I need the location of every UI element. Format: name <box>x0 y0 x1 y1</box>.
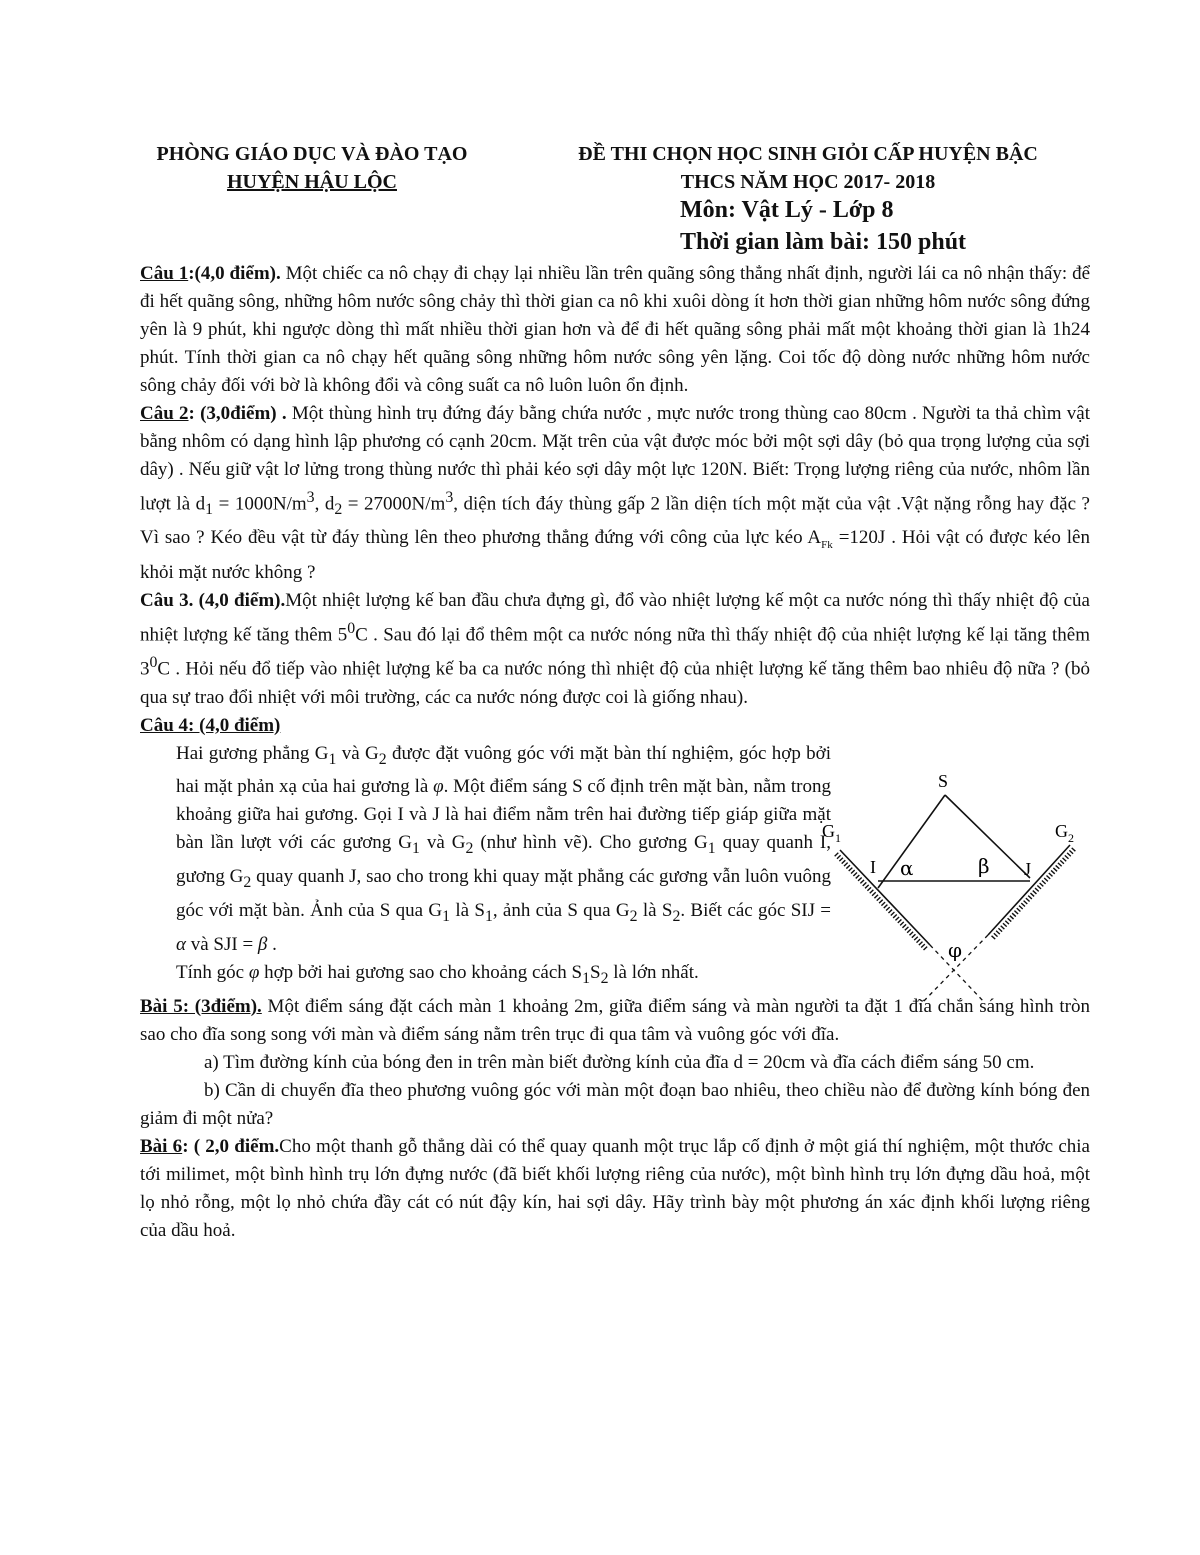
duration-line: Thời gian làm bài: 150 phút <box>680 229 967 255</box>
q1-label: Câu 1 <box>140 263 189 284</box>
label-i: I <box>870 857 876 877</box>
q1-text: Một chiếc ca nô chạy đi chạy lại nhiều lần trên quãng sông thẳng nhất định, người lái ca nô nhận thấy: để đi hết quãng sông, những hôm nước sông chảy thì thời gian ca nô khi xuôi dòng ít hơn thời gian những hôm nước sông đứng yên là 9 phút, khi ngược dòng thì mất nhiều thời gian hơn và để đi hết quãng sông phải mất một khoảng thời gian là 1h24 phút. Tính thời gian ca nô chạy hết quãng sông những hôm nước sông yên lặng. Coi tốc độ dòng nước những hôm nước sông chảy đối với bờ là không đổi và công suất ca nô luôn luôn ổn định. <box>140 263 1091 396</box>
b6-text: Cho một thanh gỗ thẳng dài có thể quay quanh một trục lắp cố định ở một giá thí nghiệm, một thước chia tới milimet, một bình hình trụ lớn đựng nước (đã biết khối lượng riêng của nước), một bình hình trụ lớn đựng dầu hoả, một lọ nhỏ rỗng, một lọ nhỏ chứa đầy cát có nút đậy kín, hai sợi dây. Hãy trình bày một phương án xác định khối lượng riêng của dầu hoả. <box>140 1135 1090 1241</box>
question-3 <box>140 587 1090 712</box>
q3-sup1: 0 <box>347 619 356 637</box>
question-2 <box>140 400 1090 587</box>
q2-text-b: = 1000N/m <box>213 493 307 515</box>
q2-points: : (3,0điểm) . <box>188 403 287 424</box>
q1-points: :(4,0 điểm). <box>188 263 281 284</box>
label-g2: $G_2$ <box>1055 821 1074 845</box>
department-header <box>112 140 512 196</box>
bai-6 <box>140 1133 1090 1245</box>
exam-title-header <box>528 140 1088 196</box>
exam-title-line1: ĐỀ THI CHỌN HỌC SINH GIỎI CẤP HUYỆN BẬC <box>578 143 1038 165</box>
q3-sup2: 0 <box>149 654 158 672</box>
label-s: S <box>938 771 949 791</box>
question-1 <box>140 260 1090 400</box>
label-j: J <box>1024 859 1032 879</box>
label-g1: $G_1$ <box>822 821 841 845</box>
district-name: HUYỆN HẬU LỘC <box>226 171 397 193</box>
b5-part-a: a) Tìm đường kính của bóng đen in trên màn biết đường kính của đĩa d = 20cm và đĩa cách điểm sáng 50 cm. <box>204 1051 1035 1073</box>
mirror-diagram <box>820 765 1090 1015</box>
q2-label: Câu 2 <box>140 403 189 424</box>
exam-title-line2: THCS NĂM HỌC 2017- 2018 <box>680 171 936 193</box>
mirror-g1 <box>840 850 930 945</box>
q2-text-c: , d <box>314 493 335 515</box>
q3-text-a: Một nhiệt lượng kế ban đầu chưa đựng gì, đổ vào nhiệt lượng kế một ca nước nóng thì thấy nhiệt độ của nhiệt lượng kế tăng thêm 5 <box>140 589 1090 646</box>
b5-part-b: b) Cần di chuyển đĩa theo phương vuông góc với màn một đoạn bao nhiêu, theo chiều nào để đường kính bóng đen giảm đi một nửa? <box>140 1079 1090 1129</box>
subject-line: Môn: Vật Lý - Lớp 8 <box>680 197 894 223</box>
q2-text-e: , diện tích đáy thùng gấp 2 lần diện tích một mặt của vật .Vật nặng rỗng hay đặc ? Vì sao ? Kéo đều vật từ đáy thùng lên theo phương thẳng đứng với công của lực kéo A <box>140 493 1090 549</box>
q3-label: Câu 3. (4,0 điểm). <box>140 589 286 611</box>
q2-sub3: Fk <box>821 538 833 551</box>
q2-text-a: Một thùng hình trụ đứng đáy bằng chứa nước , mực nước trong thùng cao 80cm . Người ta thả chìm vật bằng nhôm có dạng hình lập phương có cạnh 20cm. Mặt trên của vật được móc bởi một sợi dây (bỏ qua trọng lượng của sợi dây) . Nếu giữ vật lơ lửng trong thùng nước thì phải kéo sợi dây một lực 120N. Biết: Trọng lượng riêng của nước, nhôm lần lượt là d <box>140 403 1090 515</box>
label-alpha: α <box>900 856 914 880</box>
mirror-g2-hatch <box>992 849 1074 939</box>
q4-final-question: Tính góc φ hợp bởi hai gương sao cho khoảng cách $S_1S_2$ là lớn nhất. <box>176 961 699 987</box>
q4-label: Câu 4: (4,0 điểm) <box>140 714 281 736</box>
label-beta: β <box>978 854 990 878</box>
b6-label: Bài 6 <box>140 1135 183 1157</box>
exam-body <box>140 260 1090 1245</box>
q2-sup1: 3 <box>306 489 315 506</box>
q2-sub1: 1 <box>205 501 214 519</box>
label-phi: φ <box>948 938 963 962</box>
department-name: PHÒNG GIÁO DỤC VÀ ĐÀO TẠO <box>156 143 468 165</box>
q2-sup2: 3 <box>445 489 454 506</box>
q3-text-c: C . Hỏi nếu đổ tiếp vào nhiệt lượng kế ba ca nước nóng thì nhiệt độ của nhiệt lượng kế tăng thêm bao nhiêu độ nữa ? (bỏ qua sự trao đổi nhiệt với môi trường, các ca nước nóng được coi là giống nhau). <box>140 658 1090 708</box>
question-4-label-row <box>140 712 1090 740</box>
q2-text-f: =120J . Hỏi vật có được kéo lên khỏi mặt nước không ? <box>140 527 1090 583</box>
q4-text: Hai gương phẳng $G_1$ và $G_2$ được đặt vuông góc với mặt bàn thí nghiệm, góc hợp bởi hai mặt phản xạ của hai gương là φ. Một điểm sáng S cố định trên mặt bàn, nằm trong khoảng giữa hai gương. Gọi I và J là hai điểm nằm trên hai đường tiếp giáp giữa mặt bàn lần lượt với các gương $G_1$ và $G_2$ (như hình vẽ). Cho gương $G_1$ quay quanh I, gương $G_2$ quay quanh J, sao cho trong khi quay mặt phẳng các gương vẫn luôn vuông góc với mặt bàn. Ảnh của S qua $G_1$ là $S_1$, ảnh của S qua $G_2$ là $S_2$. Biết các góc SIJ = α và SJI = β . <box>176 742 832 955</box>
b6-points: : ( 2,0 điểm. <box>182 1135 280 1157</box>
b5-label: Bài 5: (3điểm). <box>140 995 262 1017</box>
b5-text: Một điểm sáng đặt cách màn 1 khoảng 2m, giữa điểm sáng và màn người ta đặt 1 đĩa chắn sáng hình tròn sao cho đĩa song song với màn và điểm sáng nằm trên trục đi qua tâm và vuông góc với đĩa. <box>140 995 1090 1045</box>
q2-sub2: 2 <box>334 501 343 519</box>
q3-text-b: C . Sau đó lại đổ thêm một ca nước nóng nữa thì thấy nhiệt độ của nhiệt lượng kế lại tăng thêm 3 <box>140 624 1090 680</box>
q2-text-d: = 27000N/m <box>342 493 446 515</box>
